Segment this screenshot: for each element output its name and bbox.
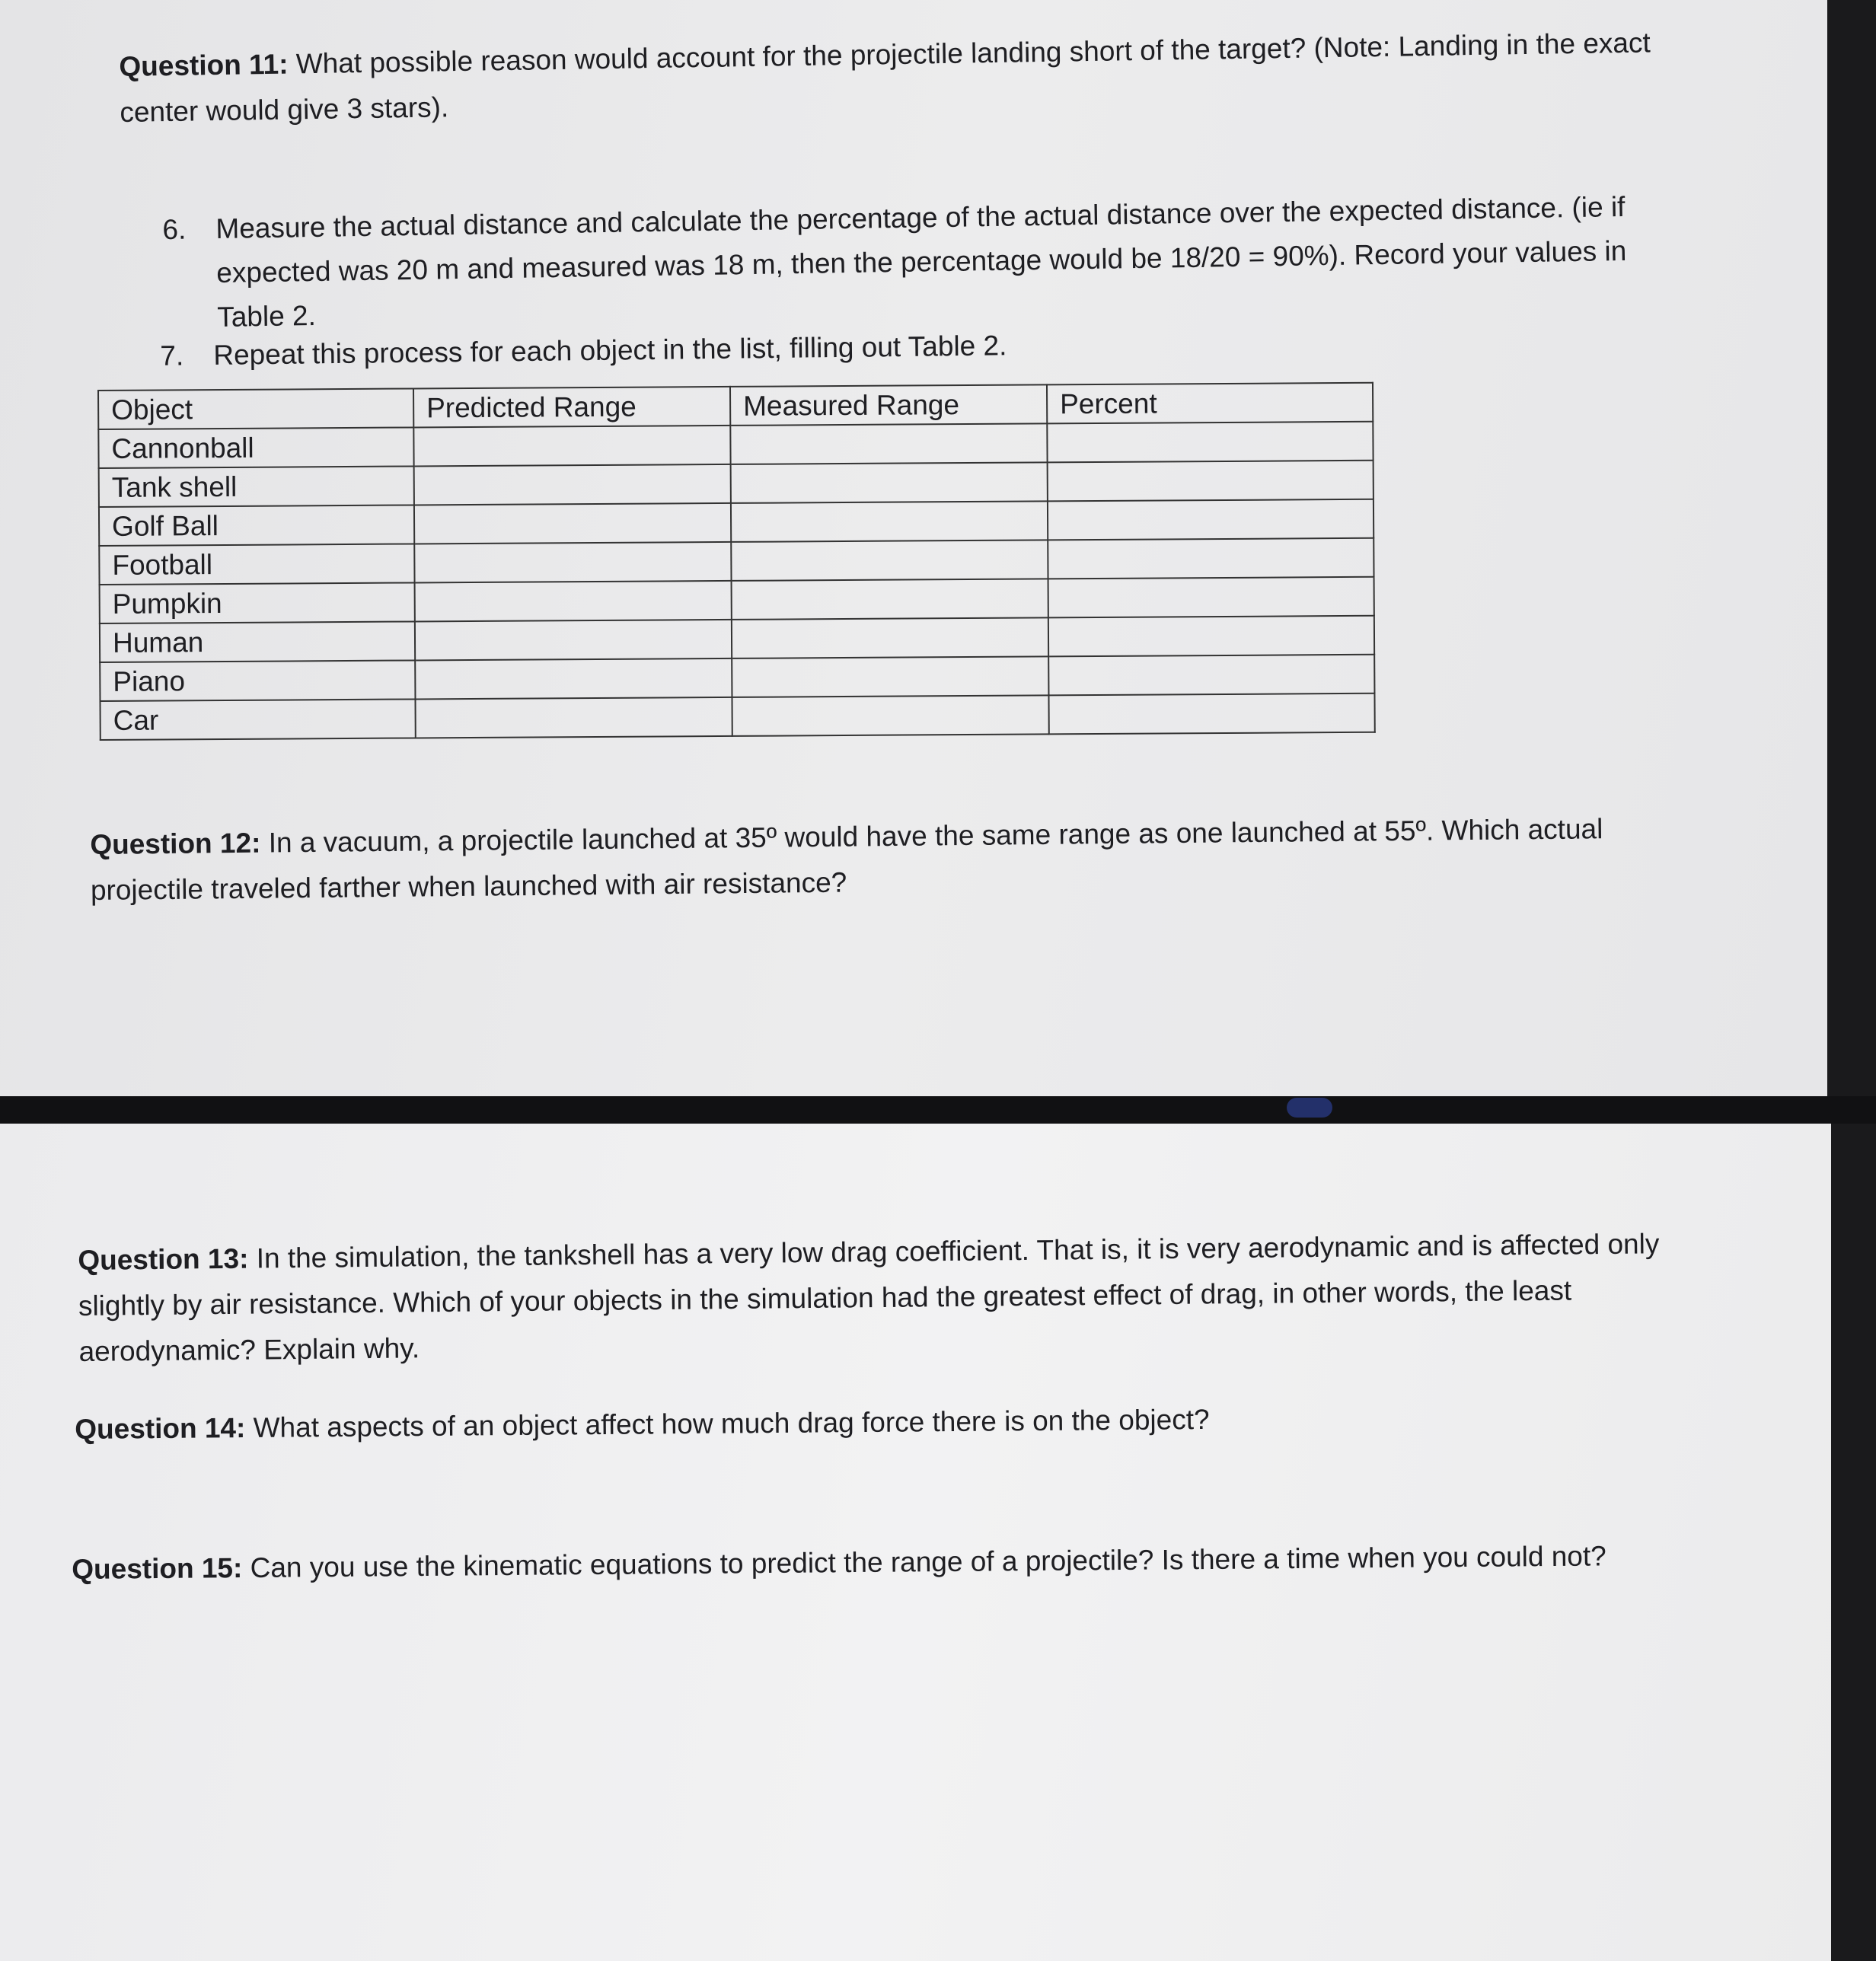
measured-cell[interactable] (732, 695, 1048, 736)
question-15 (72, 1532, 1731, 1593)
percent-cell[interactable] (1048, 577, 1374, 618)
question-text: What possible reason would account for the projectile landing short of the target? (Note: Landing in the exact center would give 3 stars). (120, 27, 1651, 128)
question-label: Question 15: (72, 1552, 243, 1585)
predicted-cell[interactable] (414, 503, 731, 544)
predicted-cell[interactable] (413, 426, 730, 467)
results-table-2 (97, 382, 1376, 741)
header-percent: Percent (1047, 383, 1373, 424)
measured-cell[interactable] (731, 501, 1048, 542)
percent-cell[interactable] (1048, 538, 1374, 579)
predicted-cell[interactable] (415, 658, 732, 700)
object-cell: Car (100, 699, 415, 740)
scroll-indicator (1287, 1098, 1332, 1118)
object-cell: Human (100, 621, 415, 662)
step-6 (162, 184, 1664, 340)
measured-cell[interactable] (730, 423, 1047, 464)
predicted-cell[interactable] (415, 697, 732, 738)
predicted-cell[interactable] (414, 464, 731, 505)
measured-cell[interactable] (731, 462, 1048, 503)
worksheet-page-bottom (0, 1124, 1831, 1961)
percent-cell[interactable] (1048, 499, 1374, 540)
predicted-cell[interactable] (415, 581, 732, 622)
question-label: Question 11: (119, 48, 289, 82)
header-measured-range: Measured Range (730, 384, 1047, 426)
object-cell: Cannonball (98, 427, 413, 468)
header-predicted-range: Predicted Range (413, 387, 730, 428)
question-14 (75, 1392, 1712, 1452)
object-cell: Tank shell (99, 466, 414, 507)
measured-cell[interactable] (732, 579, 1048, 620)
step-number: 7. (160, 340, 184, 371)
step-number: 6. (162, 213, 187, 246)
question-13 (78, 1220, 1716, 1375)
question-12 (90, 805, 1712, 914)
question-label: Question 13: (78, 1242, 249, 1276)
measured-cell[interactable] (732, 617, 1048, 658)
percent-cell[interactable] (1048, 616, 1374, 657)
screen-divider (0, 1096, 1876, 1124)
measured-cell[interactable] (732, 656, 1048, 697)
step-text: Repeat this process for each object in the list, filling out Table 2. (213, 330, 1007, 371)
percent-cell[interactable] (1048, 655, 1374, 696)
question-label: Question 12: (90, 827, 261, 860)
table-row (100, 694, 1374, 740)
percent-cell[interactable] (1048, 694, 1374, 735)
percent-cell[interactable] (1047, 422, 1373, 463)
question-text: In a vacuum, a projectile launched at 35º would have the same range as one launched at 55º. Which actual projectile traveled farther when launched with air resistance? (90, 813, 1603, 906)
object-cell: Football (99, 544, 414, 585)
step-text: Measure the actual distance and calculate the percentage of the actual distance over the expected distance. (ie if expected was 20 m and measured was 18 m, then the percentage would be 18/20 = 90%). Record your values in Table 2. (215, 190, 1627, 333)
measured-cell[interactable] (731, 540, 1048, 581)
header-object: Object (98, 388, 413, 429)
object-cell: Pumpkin (100, 582, 415, 623)
question-text: What aspects of an object affect how much drag force there is on the object? (245, 1403, 1210, 1444)
predicted-cell[interactable] (414, 542, 731, 583)
question-text: In the simulation, the tankshell has a very low drag coefficient. That is, it is very aerodynamic and is affected only slightly by air resistance. Which of your objects in the simulation had the greatest effect of drag, in other words, the least aerodynamic? Explain why. (78, 1228, 1660, 1367)
question-label: Question 14: (75, 1412, 246, 1445)
object-cell: Piano (100, 660, 415, 701)
object-cell: Golf Ball (99, 505, 414, 546)
question-text: Can you use the kinematic equations to predict the range of a projectile? Is there a time when you could not? (242, 1540, 1606, 1584)
question-11 (119, 20, 1658, 136)
predicted-cell[interactable] (415, 620, 732, 661)
percent-cell[interactable] (1048, 461, 1374, 502)
